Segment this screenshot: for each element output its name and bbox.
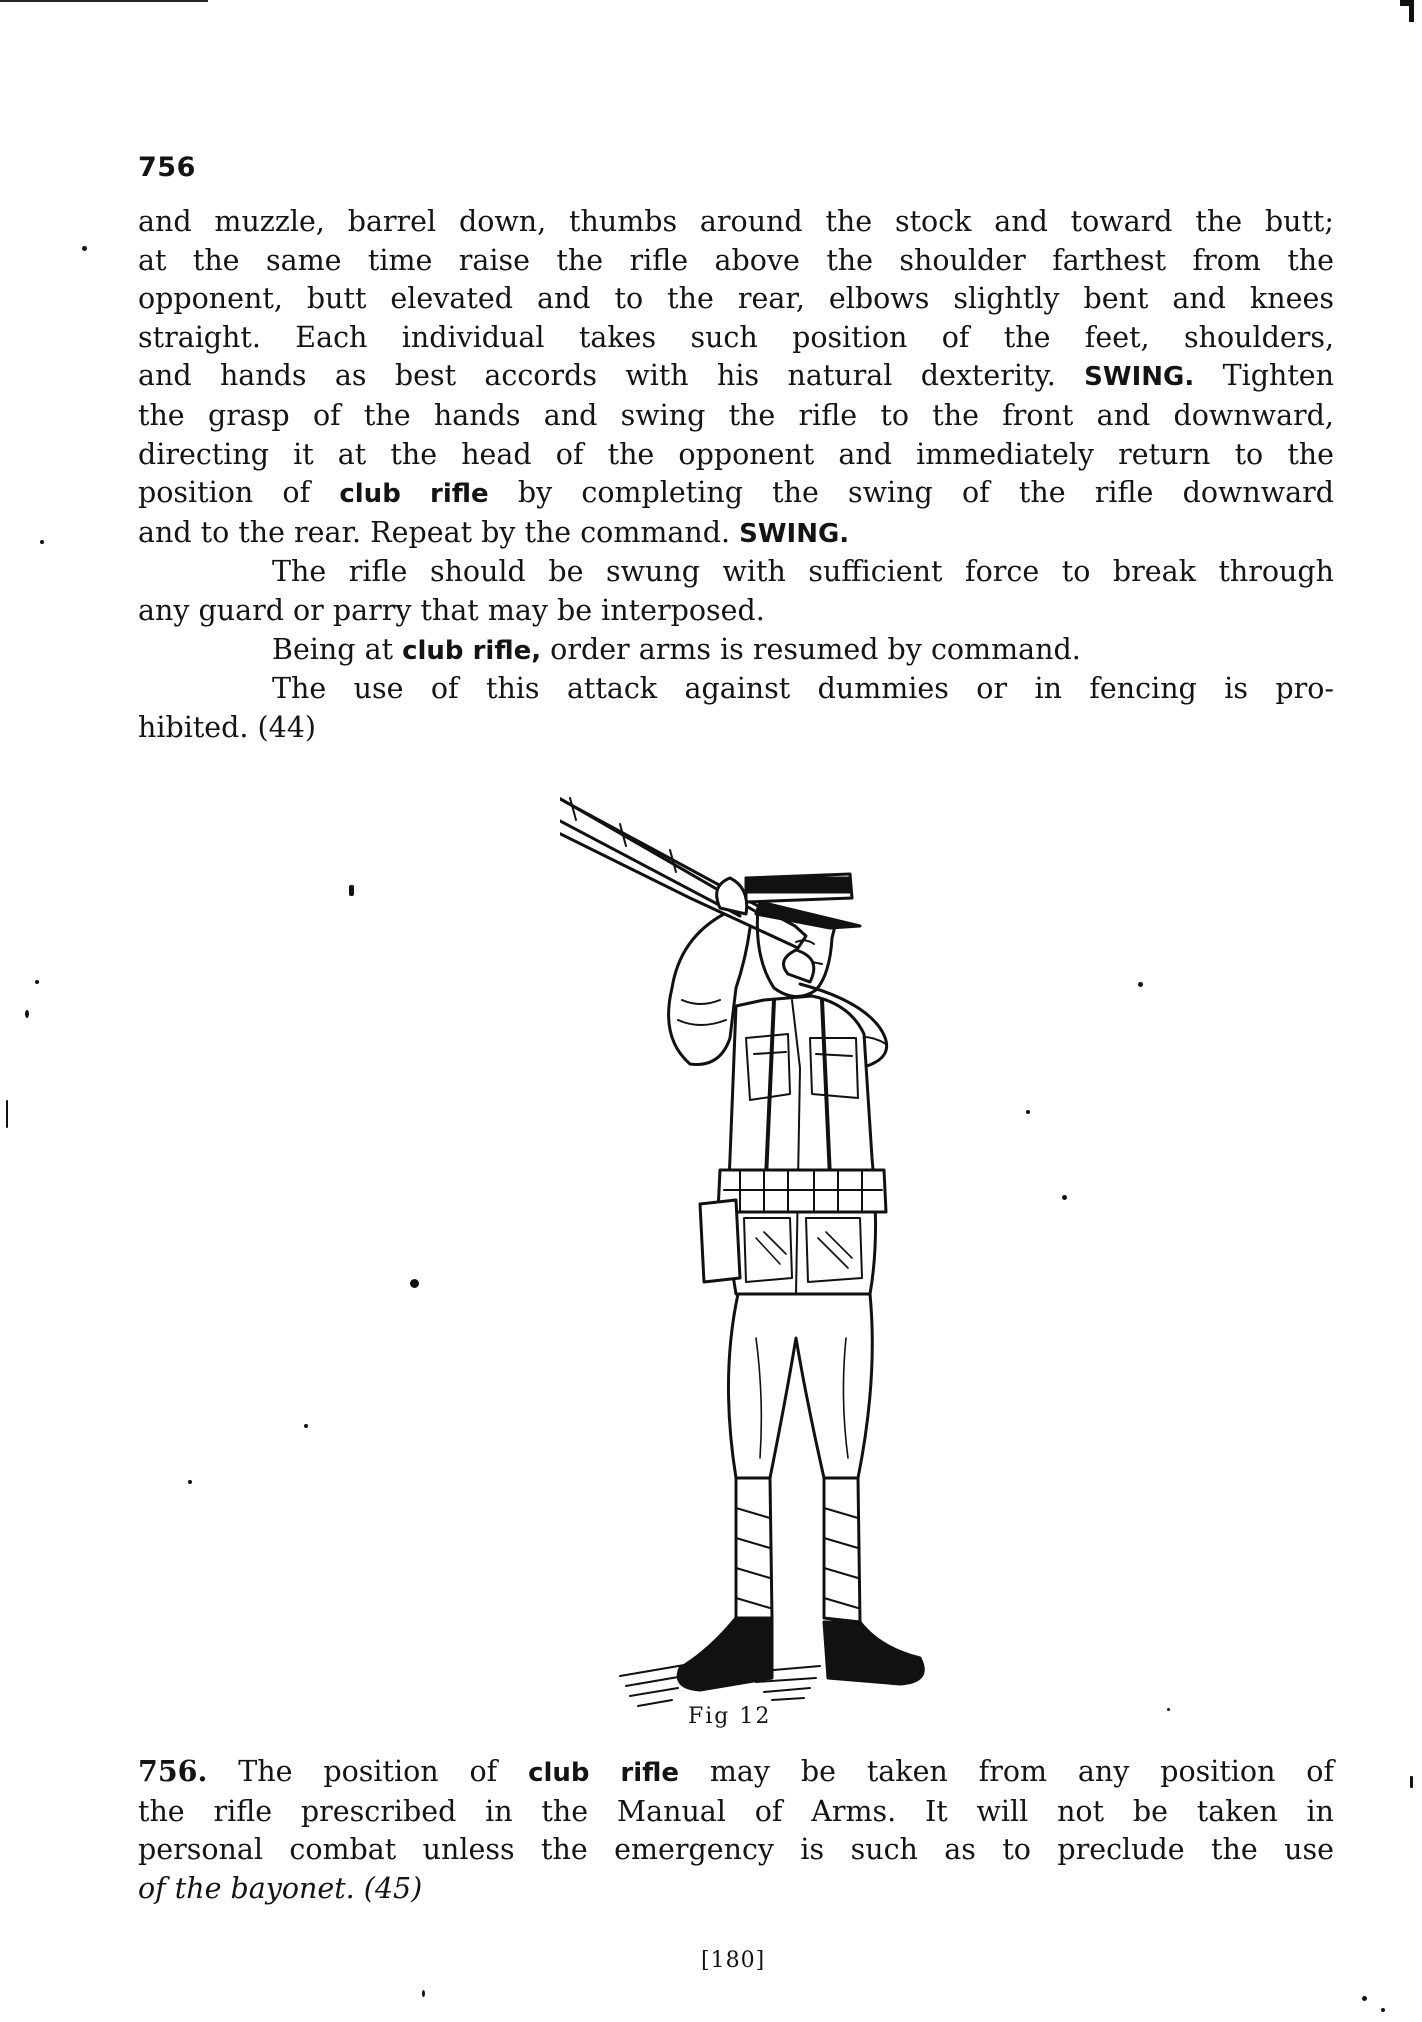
text-line: directing it at the head of the opponent and immediately return to the [138, 437, 1334, 471]
section-755-text [138, 203, 1334, 747]
soldier-club-rifle-illustration [560, 738, 1020, 1758]
text-line: any guard or parry that may be interposed. [138, 593, 765, 627]
scan-speck [25, 1010, 29, 1018]
scan-speck [410, 1279, 419, 1288]
top-rule [0, 0, 208, 2]
text-line: the rifle prescribed in the Manual of Arms. It will not be taken in [138, 1794, 1334, 1828]
text-line: the grasp of the hands and swing the rifle to the front and downward, [138, 398, 1334, 432]
paragraph-number: 756. [138, 1754, 208, 1788]
scan-speck [1026, 1110, 1030, 1114]
text-line: The use of this attack against dummies or in fencing is pro- [272, 672, 1334, 706]
text-line: straight. Each individual takes such position of the feet, shoulders, [138, 320, 1334, 354]
term-club-rifle: club rifle [528, 1758, 680, 1788]
section-756-text [138, 1752, 1334, 1908]
scan-speck [1167, 1708, 1170, 1711]
scan-speck [1138, 982, 1143, 987]
command-swing: SWING. [1084, 362, 1195, 393]
scan-speck [422, 1990, 425, 1997]
text-line: opponent, butt elevated and to the rear, elbows slightly bent and knees [138, 282, 1334, 316]
text-line: Being at club rifle, order arms is resumed by command. [272, 632, 1081, 666]
figure-caption: Fig 12 [688, 1704, 772, 1729]
text-line: position of club rifle by completing the swing of the rifle downward [138, 476, 1335, 510]
term-club-rifle: club rifle [339, 479, 489, 510]
scan-speck [304, 1424, 308, 1428]
footer-page-marker: [180] [701, 1948, 766, 1973]
text-line: personal combat unless the emergency is such as to preclude the use [138, 1833, 1334, 1867]
term-club-rifle: club rifle, [402, 635, 542, 666]
soldier-illustration-icon [560, 738, 1020, 1758]
scan-speck [349, 885, 354, 896]
scan-speck [82, 246, 87, 251]
scan-speck [1410, 1776, 1413, 1788]
scan-speck [6, 1100, 8, 1128]
command-swing: SWING. [739, 518, 850, 549]
scan-speck [1362, 1996, 1367, 2001]
text-line: 756. The position of club rifle may be taken from any position of [138, 1754, 1334, 1788]
text-line: and muzzle, barrel down, thumbs around the stock and toward the butt; [138, 205, 1334, 238]
page-number: 756 [138, 152, 196, 183]
text-line: of the bayonet. (45) [138, 1871, 423, 1905]
scan-speck [1381, 2008, 1385, 2012]
text-line: The rifle should be swung with sufficient force to break through [272, 555, 1334, 589]
scan-speck [40, 540, 44, 544]
text-line: hibited. (44) [138, 710, 317, 744]
text-line: and to the rear. Repeat by the command. SWING. [138, 515, 850, 549]
corner-mark-icon [1400, 0, 1414, 22]
text-line: at the same time raise the rifle above the shoulder farthest from the [138, 243, 1334, 277]
text-line: and hands as best accords with his natural dexterity. SWING. Tighten [138, 359, 1334, 393]
scan-speck [188, 1480, 192, 1484]
scan-speck [1062, 1195, 1067, 1200]
scan-speck [35, 980, 39, 984]
